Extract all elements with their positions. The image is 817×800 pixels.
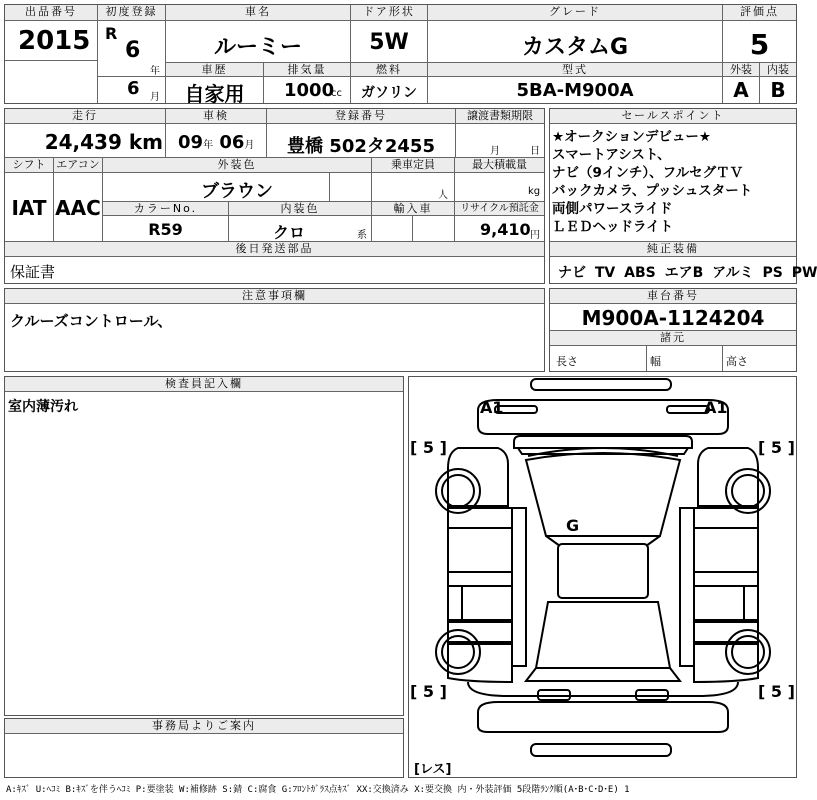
sales-point-item: バックカメラ、プッシュスタート: [552, 183, 753, 199]
fuel-header: 燃料: [351, 63, 427, 77]
legend: A:ｷｽﾞ U:ﾍｺﾐ B:ｷｽﾞを伴うﾍｺﾐ P:要塗装 W:補修跡 S:錆 C:腐食 G:ﾌﾛﾝﾄｶﾞﾗｽ点ｷｽﾞ XX:交換済み X:要交換 内・外装評価 5段階ﾗﾝｸ順(A･B･C･D･E) 1: [6, 785, 630, 795]
notes: クルーズコントロール、: [10, 312, 173, 330]
chassis-no: M900A-1124204: [581, 306, 765, 330]
damage-g: G: [566, 516, 580, 535]
exterior-header: 外装: [723, 63, 759, 77]
grade-header: グレード: [428, 5, 722, 21]
ac-header: エアコン: [54, 158, 102, 173]
grade: カスタムG: [521, 35, 629, 60]
door: 5W: [369, 30, 409, 55]
inspector-block: [4, 376, 404, 716]
displacement-unit: cc: [331, 88, 342, 99]
reg-no-header: 登録番号: [267, 109, 455, 124]
load-header: 最大積載量: [455, 158, 544, 173]
lot-no-header: 出品番号: [5, 5, 97, 21]
genuine-item: TV: [594, 265, 616, 281]
damage-a1-right: A1: [704, 398, 728, 417]
transfer-header: 譲渡書類期限: [456, 109, 544, 124]
year-unit: 年: [150, 66, 160, 77]
sales-point-item: ナビ（9インチ）、フルセグＴＶ: [552, 165, 744, 181]
fuel: ガソリン: [361, 85, 417, 101]
inspector-note: 室内薄汚れ: [8, 399, 78, 415]
notes-header: 注意事項欄: [5, 289, 544, 304]
inspection-header: 車検: [166, 109, 266, 124]
width-label: 幅: [650, 355, 661, 368]
history: 自家用: [184, 82, 245, 106]
tire-front-right: [ 5 ]: [758, 438, 795, 457]
car-name-header: 車名: [166, 5, 350, 21]
shift-header: シフト: [5, 158, 53, 173]
import-header: 輸入車: [372, 202, 454, 216]
recycle-unit: 円: [530, 230, 540, 241]
int-color: クロ: [272, 223, 305, 242]
ext-color: ブラウン: [201, 181, 273, 202]
specs-header: 諸元: [550, 331, 796, 346]
model: 5BA-M900A: [516, 80, 634, 101]
tire-rear-right: [ 5 ]: [758, 682, 795, 701]
sales-point-list: [552, 128, 796, 236]
later-parts-header: 後日発送部品: [5, 242, 544, 257]
spare-tire: [レス]: [414, 762, 452, 777]
displacement: 1000: [284, 80, 335, 101]
recycle: 9,410: [480, 220, 531, 239]
inspection-date: 09年 06月: [178, 132, 255, 153]
tire-front-left: [ 5 ]: [410, 438, 447, 457]
door-header: ドア形状: [351, 5, 427, 21]
exterior-score: A: [733, 78, 749, 102]
color-no-header: カラーNo.: [103, 202, 228, 216]
ac: AAC: [55, 196, 101, 220]
damage-a1-left: A1: [480, 398, 504, 417]
int-color-unit: 系: [357, 230, 367, 241]
month-unit: 月: [150, 92, 160, 103]
mileage-header: 走行: [5, 109, 165, 124]
office-header: 事務局よりご案内: [5, 719, 403, 734]
first-reg-year: 6: [125, 38, 141, 63]
int-color-header: 内装色: [229, 202, 371, 216]
sales-point-item: 両側パワースライド: [552, 201, 673, 217]
later-parts: 保証書: [10, 263, 56, 281]
genuine-equipment: [558, 262, 817, 282]
genuine-item: PW: [791, 265, 817, 281]
capacity-unit: 人: [438, 190, 448, 201]
recycle-header: リサイクル預託金: [455, 202, 544, 216]
car-diagram: [408, 376, 797, 778]
genuine-item: PS: [762, 265, 783, 281]
score-header: 評価点: [723, 5, 796, 21]
genuine-item: エアB: [664, 265, 704, 281]
ext-color-header: 外装色: [103, 158, 371, 173]
era: R: [105, 24, 118, 43]
score: 5: [749, 28, 770, 61]
height-label: 高さ: [726, 355, 748, 368]
shift: IAT: [11, 196, 47, 220]
genuine-item: ABS: [624, 265, 656, 281]
load-unit: kg: [528, 186, 541, 197]
car-name: ルーミー: [213, 35, 302, 60]
transfer-day-unit: 日: [530, 146, 540, 157]
genuine-header: 純正装備: [550, 242, 796, 257]
tire-rear-left: [ 5 ]: [410, 682, 447, 701]
interior-header: 内装: [760, 63, 796, 77]
lot-no: 2015: [18, 26, 91, 56]
genuine-item: アルミ: [712, 265, 754, 281]
length-label: 長さ: [556, 355, 578, 368]
interior-score: B: [770, 78, 786, 102]
displacement-header: 排気量: [264, 63, 350, 77]
model-header: 型式: [428, 63, 722, 77]
capacity-header: 乗車定員: [372, 158, 454, 173]
sales-header: セールスポイント: [550, 109, 796, 124]
mileage: 24,439 km: [44, 130, 163, 154]
first-reg-month: 6: [127, 78, 140, 99]
history-header: 車歴: [166, 63, 263, 77]
sales-point-item: ★オークションデビュー★: [552, 129, 711, 145]
first-reg-header: 初度登録: [98, 5, 165, 21]
color-no: R59: [148, 220, 183, 239]
sales-point-item: スマートアシスト、: [552, 147, 671, 163]
inspector-header: 検査員記入欄: [5, 377, 403, 392]
transfer-month-unit: 月: [490, 146, 500, 157]
reg-no: 豊橋 502タ2455: [287, 136, 435, 157]
chassis-header: 車台番号: [550, 289, 796, 304]
sales-point-item: ＬＥＤヘッドライト: [552, 219, 674, 235]
genuine-item: ナビ: [558, 265, 586, 281]
